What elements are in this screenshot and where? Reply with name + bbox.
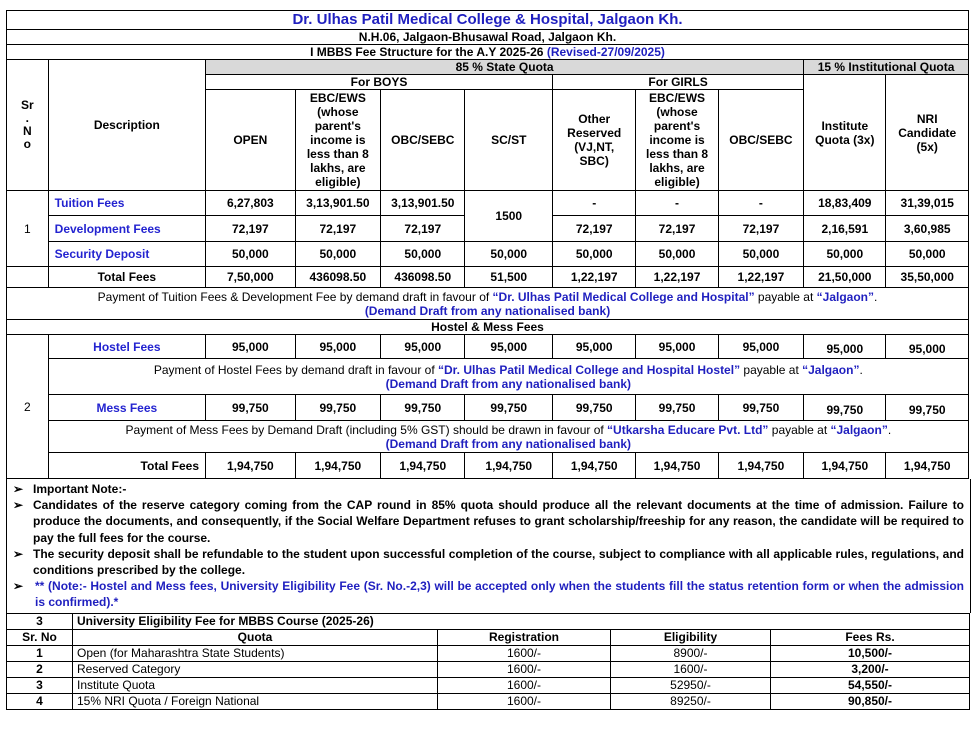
obc-header: OBC/SEBC <box>381 90 465 191</box>
boys-header: For BOYS <box>206 75 553 90</box>
hostel-open: 95,000 <box>206 335 296 359</box>
total2-ebc-girls: 1,94,750 <box>636 453 718 479</box>
total1-nri: 35,50,000 <box>886 267 969 288</box>
hostel-obc-girls: 95,000 <box>718 335 803 359</box>
mess-ebc-girls: 99,750 <box>636 395 718 421</box>
mess-other: 99,750 <box>553 395 636 421</box>
total1-other: 1,22,197 <box>553 267 636 288</box>
development-ebc-girls: 72,197 <box>636 216 718 242</box>
table-row: 1 Open (for Maharashtra State Students) 1600/- 8900/- 10,500/- <box>7 645 970 661</box>
open-header: OPEN <box>206 90 296 191</box>
arrow-bullet-icon: ➢ <box>13 482 24 496</box>
scst-header: SC/ST <box>465 90 553 191</box>
security-obc-girls: 50,000 <box>718 242 803 267</box>
mess-obc: 99,750 <box>381 395 465 421</box>
hostel-other: 95,000 <box>553 335 636 359</box>
total2-obc-girls: 1,94,750 <box>718 453 803 479</box>
ebc-header: EBC/EWS (whose parent's income is less than 8 lakhs, are eligible) <box>295 90 380 191</box>
notes-heading: Important Note:- <box>33 482 127 496</box>
mess-open: 99,750 <box>206 395 296 421</box>
institutional-quota-header: 15 % Institutional Quota <box>804 60 969 75</box>
mess-institute: 99,750 <box>804 395 886 421</box>
uni-title: University Eligibility Fee for MBBS Course (2025-26) <box>73 613 970 629</box>
security-label: Security Deposit <box>48 242 205 267</box>
security-ebc: 50,000 <box>295 242 380 267</box>
tuition-label: Tuition Fees <box>48 191 205 216</box>
hostel-payment-note: Payment of Hostel Fees by demand draft in favour of “Dr. Ulhas Patil Medical College and Hospital Hostel” payable at “Jalgaon”. (Demand Draft from any nationalised bank) <box>48 359 968 395</box>
tuition-obc-girls: - <box>718 191 803 216</box>
security-institute: 50,000 <box>804 242 886 267</box>
arrow-bullet-icon: ➢ <box>13 498 24 513</box>
fee-structure-document <box>6 10 969 710</box>
total1-obc-girls: 1,22,197 <box>718 267 803 288</box>
development-obc: 72,197 <box>381 216 465 242</box>
tuition-ebc-girls: - <box>636 191 718 216</box>
hostel-nri: 95,000 <box>886 335 969 359</box>
total2-scst: 1,94,750 <box>465 453 553 479</box>
table-row: 3 Institute Quota 1600/- 52950/- 54,550/- <box>7 677 970 693</box>
total1-institute: 21,50,000 <box>804 267 886 288</box>
arrow-bullet-icon: ➢ <box>13 546 24 561</box>
total2-nri: 1,94,750 <box>886 453 969 479</box>
tuition-payment-note: Payment of Tuition Fees & Development Fee by demand draft in favour of “Dr. Ulhas Patil Medical College and Hospital” payable at “Jalgaon”. (Demand Draft from any nationalised bank) <box>7 288 969 320</box>
note-item: Candidates of the reserve category coming from the CAP round in 85% quota should produce all the relevant documents at the time of admission. Failure to produce the documents, and consequently, if the Social Welfare Department refuses to grant scholarship/freeship for any reason, the candidate will be required to pay the full fees for the course. <box>33 498 964 545</box>
uni-header-registration: Registration <box>438 629 611 645</box>
section1-sr: 1 <box>7 191 49 267</box>
hostel-ebc-girls: 95,000 <box>636 335 718 359</box>
mess-nri: 99,750 <box>886 395 969 421</box>
development-nri: 3,60,985 <box>886 216 969 242</box>
revised-date: (Revised-27/09/2025) <box>546 45 665 59</box>
development-ebc: 72,197 <box>295 216 380 242</box>
security-open: 50,000 <box>206 242 296 267</box>
mess-obc-girls: 99,750 <box>718 395 803 421</box>
scst-tuition-dev: 1500 <box>465 191 553 242</box>
hostel-mess-heading: Hostel & Mess Fees <box>7 320 969 335</box>
college-address: N.H.06, Jalgaon-Bhusawal Road, Jalgaon Kh. <box>7 30 969 45</box>
university-eligibility-table <box>6 613 970 710</box>
important-notes <box>6 479 971 613</box>
total2-institute: 1,94,750 <box>804 453 886 479</box>
tuition-nri: 31,39,015 <box>886 191 969 216</box>
security-nri: 50,000 <box>886 242 969 267</box>
uni-sr: 3 <box>7 613 73 629</box>
note-item: The security deposit shall be refundable to the student upon successful completion of the course, subject to compliance with all applicable rules, regulations, and conditions prescribed by the college. <box>33 546 964 578</box>
description-header: Description <box>48 60 205 191</box>
section2-sr: 2 <box>7 335 49 479</box>
mess-ebc: 99,750 <box>295 395 380 421</box>
total2-open: 1,94,750 <box>206 453 296 479</box>
hostel-institute: 95,000 <box>804 335 886 359</box>
tuition-open: 6,27,803 <box>206 191 296 216</box>
arrow-bullet-icon: ➢ <box>13 579 24 594</box>
development-other: 72,197 <box>553 216 636 242</box>
obc-girls-header: OBC/SEBC <box>718 90 803 191</box>
uni-header-fees: Fees Rs. <box>771 629 970 645</box>
hostel-obc: 95,000 <box>381 335 465 359</box>
development-obc-girls: 72,197 <box>718 216 803 242</box>
srno-header: Sr . N o <box>7 60 49 191</box>
security-ebc-girls: 50,000 <box>636 242 718 267</box>
development-open: 72,197 <box>206 216 296 242</box>
total2-obc: 1,94,750 <box>381 453 465 479</box>
total1-label: Total Fees <box>48 267 205 288</box>
girls-header: For GIRLS <box>553 75 804 90</box>
total2-label: Total Fees <box>48 453 205 479</box>
mess-label: Mess Fees <box>48 395 205 421</box>
total1-obc: 436098.50 <box>381 267 465 288</box>
uni-header-quota: Quota <box>73 629 438 645</box>
other-reserved-header: Other Reserved (VJ,NT, SBC) <box>553 90 636 191</box>
tuition-other: - <box>553 191 636 216</box>
security-scst: 50,000 <box>465 242 553 267</box>
total1-ebc: 436098.50 <box>295 267 380 288</box>
tuition-obc: 3,13,901.50 <box>381 191 465 216</box>
security-other: 50,000 <box>553 242 636 267</box>
note-blue: ** (Note:- Hostel and Mess fees, University Eligibility Fee (Sr. No.-2,3) will be accepted only when the students fill the status retention form or when the admission is confirmed).* <box>35 579 964 610</box>
total1-open: 7,50,000 <box>206 267 296 288</box>
fee-table <box>6 10 969 479</box>
college-name: Dr. Ulhas Patil Medical College & Hospital, Jalgaon Kh. <box>292 11 683 28</box>
tuition-institute: 18,83,409 <box>804 191 886 216</box>
mess-payment-note: Payment of Mess Fees by Demand Draft (including 5% GST) should be drawn in favour of “Utkarsha Educare Pvt. Ltd” payable at “Jalgaon”. (Demand Draft from any nationalised bank) <box>48 421 968 453</box>
total2-other: 1,94,750 <box>553 453 636 479</box>
total1-scst: 51,500 <box>465 267 553 288</box>
structure-title: I MBBS Fee Structure for the A.Y 2025-26 <box>310 45 544 59</box>
ebc-girls-header: EBC/EWS (whose parent's income is less than 8 lakhs, are eligible) <box>636 90 718 191</box>
institute-header: Institute Quota (3x) <box>804 75 886 191</box>
nri-header: NRI Candidate (5x) <box>886 75 969 191</box>
uni-header-sr: Sr. No <box>7 629 73 645</box>
hostel-scst: 95,000 <box>465 335 553 359</box>
total1-ebc-girls: 1,22,197 <box>636 267 718 288</box>
development-institute: 2,16,591 <box>804 216 886 242</box>
development-label: Development Fees <box>48 216 205 242</box>
tuition-ebc: 3,13,901.50 <box>295 191 380 216</box>
hostel-label: Hostel Fees <box>48 335 205 359</box>
hostel-ebc: 95,000 <box>295 335 380 359</box>
total2-ebc: 1,94,750 <box>295 453 380 479</box>
uni-header-eligibility: Eligibility <box>611 629 771 645</box>
mess-scst: 99,750 <box>465 395 553 421</box>
security-obc: 50,000 <box>381 242 465 267</box>
table-row: 2 Reserved Category 1600/- 1600/- 3,200/- <box>7 661 970 677</box>
state-quota-header: 85 % State Quota <box>206 60 804 75</box>
table-row: 4 15% NRI Quota / Foreign National 1600/- 89250/- 90,850/- <box>7 693 970 709</box>
